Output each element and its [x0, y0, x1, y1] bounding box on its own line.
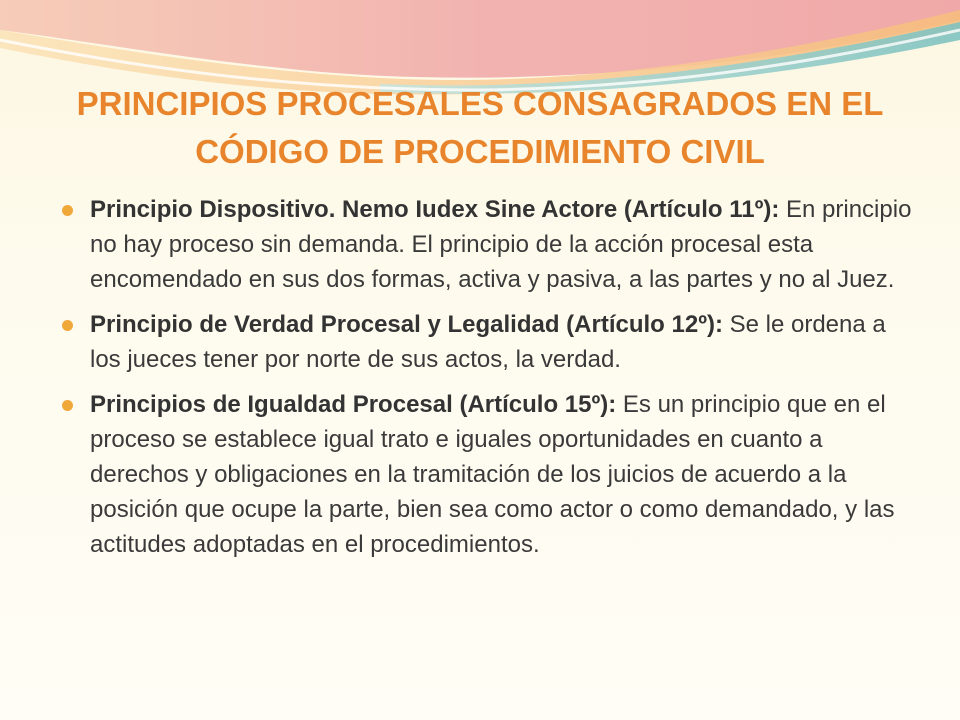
slide-title: [40, 80, 920, 176]
slide-title-line2: CÓDIGO DE PROCEDIMIENTO CIVIL: [195, 133, 765, 170]
bullet-item: [62, 307, 912, 377]
slide-title-line1: PRINCIPIOS PROCESALES CONSAGRADOS EN EL: [76, 85, 884, 122]
bullet-text: Se le ordena a los jueces tener por norte de sus actos, la verdad.: [90, 311, 886, 373]
bullet-dot-icon: [62, 320, 73, 331]
bullet-list: [62, 192, 912, 572]
bullet-dot-icon: [62, 400, 73, 411]
bullet-heading: Principio Dispositivo. Nemo Iudex Sine Actore (Artículo 11º):: [90, 196, 780, 223]
bullet-item: [62, 192, 912, 297]
bullet-text: Es un principio que en el proceso se establece igual trato e iguales oportunidades en cuanto a derechos y obligaciones en la tramitación de los juicios de acuerdo a la posición que ocupe la parte, bien sea como actor o como demandado, y las actitudes adoptadas en el procedimientos.: [90, 391, 895, 558]
bullet-heading: Principio de Verdad Procesal y Legalidad (Artículo 12º):: [90, 311, 723, 338]
bullet-heading: Principios de Igualdad Procesal (Artículo 15º):: [90, 391, 617, 418]
bullet-dot-icon: [62, 205, 73, 216]
bullet-text: En principio no hay proceso sin demanda. El principio de la acción procesal esta encomendado en sus dos formas, activa y pasiva, a las partes y no al Juez.: [90, 196, 912, 293]
bullet-item: [62, 387, 912, 562]
